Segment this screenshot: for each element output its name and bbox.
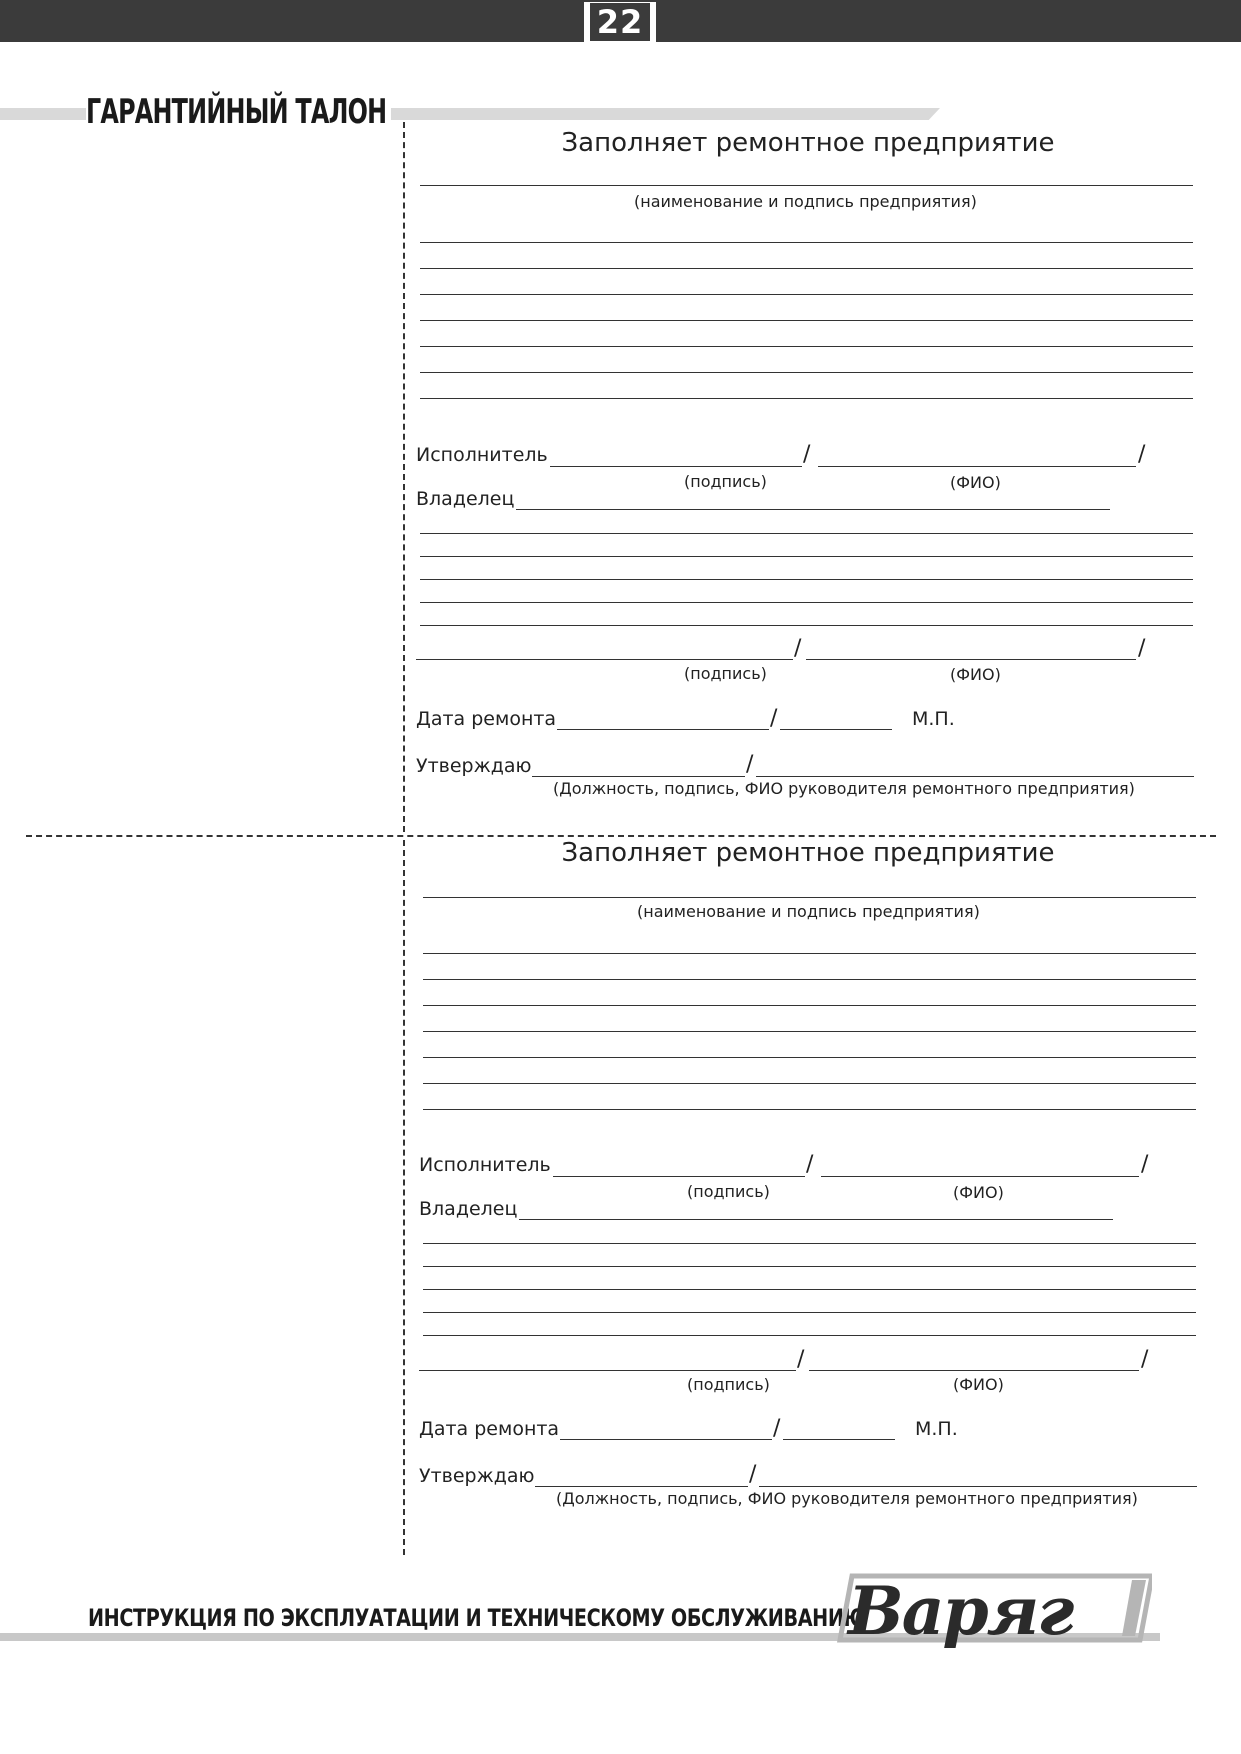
owner-label: Владелец bbox=[416, 488, 515, 510]
notes-line[interactable] bbox=[423, 979, 1196, 980]
executor-signature-line[interactable] bbox=[553, 1176, 805, 1177]
notes-line[interactable] bbox=[423, 1005, 1196, 1006]
notes-line[interactable] bbox=[420, 268, 1193, 269]
brand-logo bbox=[822, 1570, 1152, 1650]
separator-slash: / bbox=[1141, 1347, 1149, 1372]
page-number: 22 bbox=[590, 3, 650, 41]
owner-notes-line[interactable] bbox=[420, 533, 1193, 534]
stamp-label: М.П. bbox=[912, 708, 955, 730]
owner-notes-line[interactable] bbox=[420, 625, 1193, 626]
owner-signature-line[interactable] bbox=[416, 659, 793, 660]
owner-name-caption: (ФИО) bbox=[953, 1375, 1004, 1394]
notes-line[interactable] bbox=[420, 242, 1193, 243]
footer-title: ИНСТРУКЦИЯ ПО ЭКСПЛУАТАЦИИ И ТЕХНИЧЕСКОМУ ОБСЛУЖИВАНИЮ bbox=[88, 1604, 866, 1632]
warranty-form-2 bbox=[0, 710, 1241, 1508]
repair-date-line-2[interactable] bbox=[783, 1439, 895, 1440]
owner-line[interactable] bbox=[519, 1219, 1113, 1220]
owner-notes-line[interactable] bbox=[423, 1243, 1196, 1244]
owner-line[interactable] bbox=[516, 509, 1110, 510]
name-caption: (ФИО) bbox=[953, 1183, 1004, 1202]
signature-caption: (подпись) bbox=[684, 472, 767, 491]
notes-line[interactable] bbox=[420, 372, 1193, 373]
owner-signature-caption: (подпись) bbox=[684, 664, 767, 683]
repair-date-label: Дата ремонта bbox=[416, 708, 557, 730]
notes-line[interactable] bbox=[420, 320, 1193, 321]
approve-caption: (Должность, подпись, ФИО руководителя ремонтного предприятия) bbox=[553, 779, 1135, 798]
separator-slash: / bbox=[773, 1416, 781, 1441]
form-heading: Заполняет ремонтное предприятие bbox=[561, 838, 1055, 868]
owner-notes-line[interactable] bbox=[420, 579, 1193, 580]
separator-slash: / bbox=[797, 1347, 805, 1372]
notes-line[interactable] bbox=[423, 1083, 1196, 1084]
executor-label: Исполнитель bbox=[419, 1154, 551, 1176]
separator-slash: / bbox=[749, 1462, 757, 1487]
notes-line[interactable] bbox=[423, 1057, 1196, 1058]
separator-slash: / bbox=[806, 1152, 814, 1177]
repair-date-line[interactable] bbox=[560, 1439, 772, 1440]
owner-label: Владелец bbox=[419, 1198, 518, 1220]
logo-text: Варяг bbox=[848, 1572, 1073, 1650]
separator-slash: / bbox=[1138, 442, 1146, 467]
approve-signature-line[interactable] bbox=[535, 1486, 748, 1487]
warranty-form-1 bbox=[0, 0, 1241, 798]
stamp-label: М.П. bbox=[915, 1418, 958, 1440]
separator-slash: / bbox=[1141, 1152, 1149, 1177]
notes-line[interactable] bbox=[423, 1031, 1196, 1032]
separator-slash: / bbox=[794, 636, 802, 661]
approve-name-line[interactable] bbox=[759, 1486, 1197, 1487]
owner-signature-line[interactable] bbox=[419, 1370, 796, 1371]
name-caption: (ФИО) bbox=[950, 473, 1001, 492]
separator-slash: / bbox=[1138, 636, 1146, 661]
owner-notes-line[interactable] bbox=[423, 1312, 1196, 1313]
enterprise-line[interactable] bbox=[420, 185, 1193, 186]
executor-label: Исполнитель bbox=[416, 444, 548, 466]
notes-line[interactable] bbox=[423, 1109, 1196, 1110]
notes-line[interactable] bbox=[423, 953, 1196, 954]
owner-notes-line[interactable] bbox=[423, 1335, 1196, 1336]
approve-caption: (Должность, подпись, ФИО руководителя ремонтного предприятия) bbox=[556, 1489, 1138, 1508]
separator-slash: / bbox=[746, 752, 754, 777]
owner-name-caption: (ФИО) bbox=[950, 665, 1001, 684]
notes-line[interactable] bbox=[420, 398, 1193, 399]
enterprise-caption: (наименование и подпись предприятия) bbox=[637, 902, 980, 921]
notes-line[interactable] bbox=[420, 346, 1193, 347]
owner-notes-line[interactable] bbox=[423, 1266, 1196, 1267]
owner-name-line[interactable] bbox=[806, 659, 1136, 660]
document-title: ГАРАНТИЙНЫЙ ТАЛОН bbox=[86, 92, 391, 132]
signature-caption: (подпись) bbox=[687, 1182, 770, 1201]
executor-name-line[interactable] bbox=[818, 466, 1136, 467]
form-heading: Заполняет ремонтное предприятие bbox=[561, 128, 1055, 158]
separator-slash: / bbox=[770, 706, 778, 731]
executor-signature-line[interactable] bbox=[550, 466, 802, 467]
owner-notes-line[interactable] bbox=[420, 556, 1193, 557]
owner-notes-line[interactable] bbox=[423, 1289, 1196, 1290]
separator-slash: / bbox=[803, 442, 811, 467]
enterprise-line[interactable] bbox=[423, 897, 1196, 898]
notes-line[interactable] bbox=[420, 294, 1193, 295]
repair-date-label: Дата ремонта bbox=[419, 1418, 560, 1440]
approve-label: Утверждаю bbox=[419, 1465, 535, 1487]
executor-name-line[interactable] bbox=[821, 1176, 1139, 1177]
owner-signature-caption: (подпись) bbox=[687, 1375, 770, 1394]
owner-notes-line[interactable] bbox=[420, 602, 1193, 603]
owner-name-line[interactable] bbox=[809, 1370, 1139, 1371]
approve-label: Утверждаю bbox=[416, 755, 532, 777]
enterprise-caption: (наименование и подпись предприятия) bbox=[634, 192, 977, 211]
